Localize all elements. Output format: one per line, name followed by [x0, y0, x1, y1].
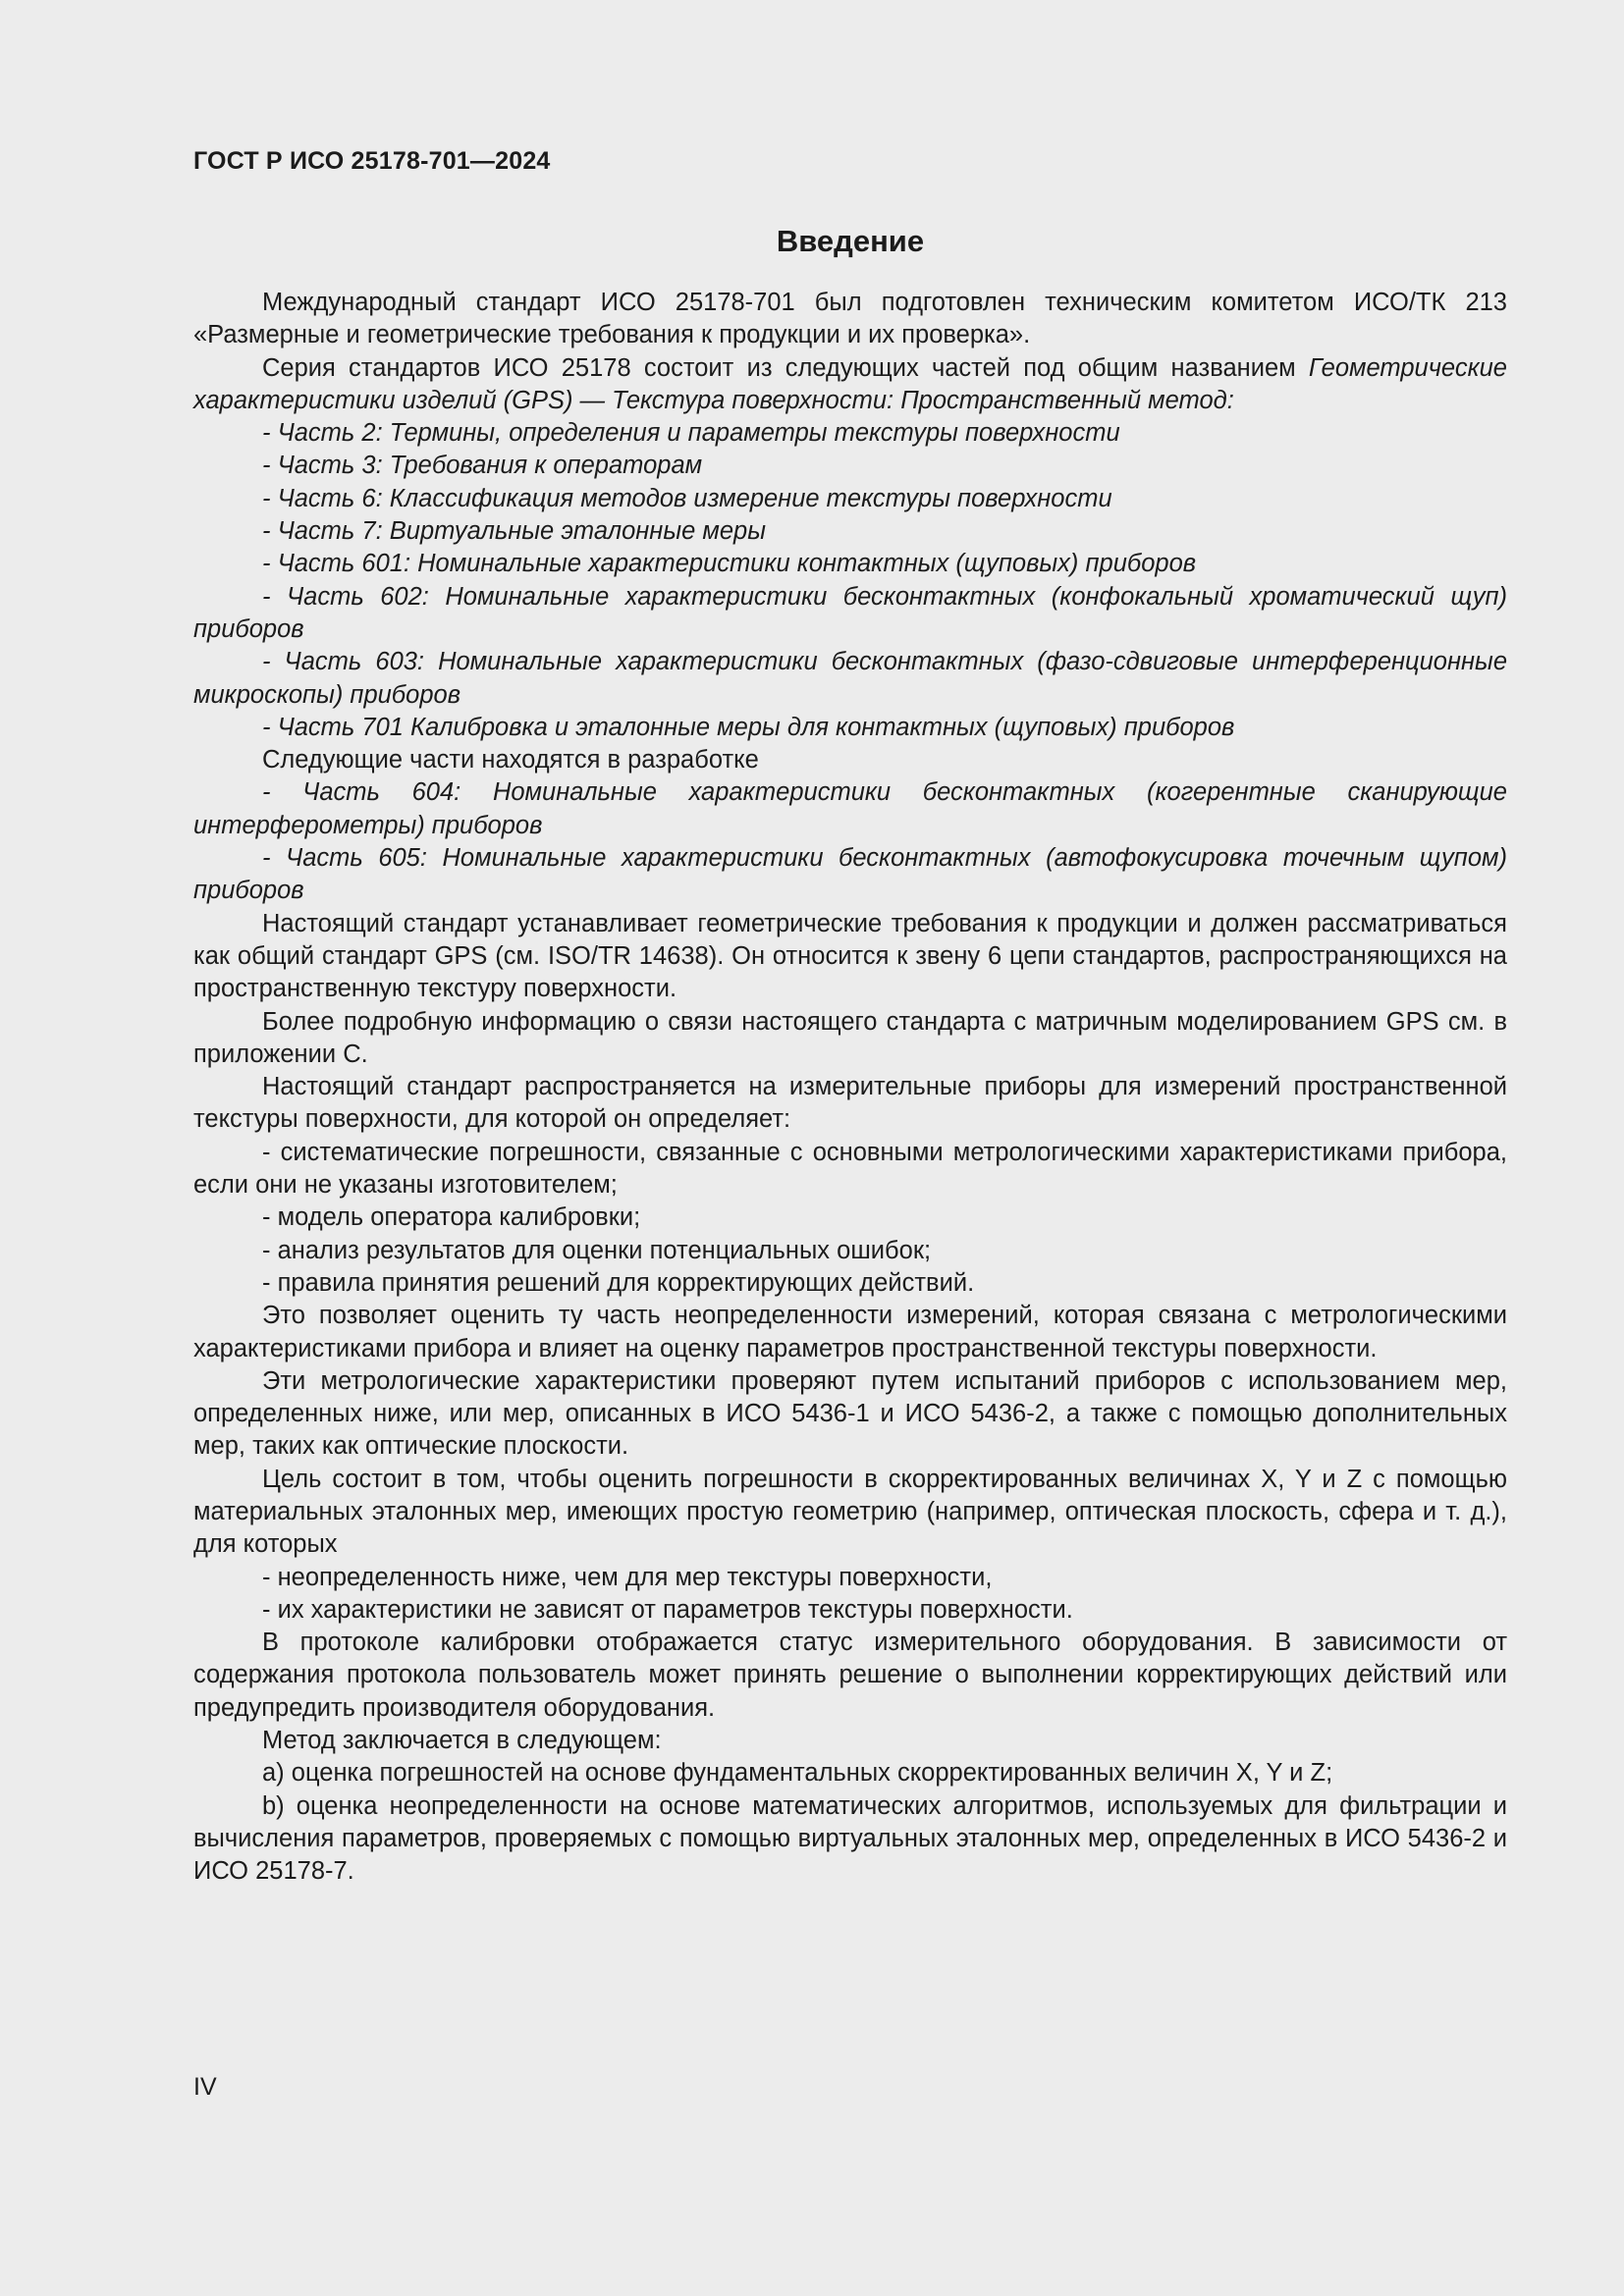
list-item: - Часть 603: Номинальные характеристики бесконтактных (фазо-сдвиговые интерференционные микроскопы) приборов [193, 648, 1507, 709]
list-item: - Часть 2: Термины, определения и параметры текстуры поверхности [262, 419, 1120, 448]
paragraph: Эти метрологические характеристики проверяют путем испытаний приборов с использованием мер, определенных ниже, или мер, описанных в ИСО 5436-1 и ИСО 5436-2, а также с помощью дополнительных мер, таких как оптические плоскости. [193, 1366, 1507, 1461]
list-item: - Часть 602: Номинальные характеристики бесконтактных (конфокальный хроматический щуп) приборов [193, 582, 1507, 643]
list-item: a) оценка погрешностей на основе фундаментальных скорректированных величин X, Y и Z; [262, 1759, 1333, 1788]
paragraph: Цель состоит в том, чтобы оценить погрешности в скорректированных величинах X, Y и Z с помощью материальных эталонных мер, имеющих простую геометрию (например, оптическая плоскость, сфера и т. д.), для которых [193, 1465, 1507, 1559]
list-item: - анализ результатов для оценки потенциальных ошибок; [262, 1236, 932, 1264]
list-item: - Часть 601: Номинальные характеристики контактных (щуповых) приборов [262, 550, 1197, 578]
paragraph: В протоколе калибровки отображается статус измерительного оборудования. В зависимости от содержания протокола пользователь может принять решение о выполнении корректирующих действий или предупредить производителя оборудования. [193, 1629, 1507, 1722]
series-title: Геометрические характеристики изделий (GPS) — Текстура поверхности: Пространственный метод: [193, 353, 1507, 414]
paragraph: Более подробную информацию о связи настоящего стандарта с матричным моделированием GPS см. в приложении С. [193, 1007, 1507, 1068]
paragraph-text: Серия стандартов ИСО 25178 состоит из следующих частей под общим названием [262, 353, 1296, 382]
page-number: IV [193, 2073, 217, 2101]
list-item: - Часть 604: Номинальные характеристики бесконтактных (когерентные сканирующие интерферометры) приборов [193, 778, 1507, 839]
list-item: - Часть 6: Классификация методов измерение текстуры поверхности [262, 484, 1112, 512]
list-item: - Часть 701 Калибровка и эталонные меры для контактных (щуповых) приборов [262, 713, 1235, 741]
document-code-header: ГОСТ Р ИСО 25178-701—2024 [193, 147, 551, 175]
body-text [193, 287, 1507, 1889]
list-item: - правила принятия решений для корректирующих действий. [262, 1268, 975, 1297]
list-item: - Часть 3: Требования к операторам [262, 452, 703, 480]
section-title: Введение [776, 224, 925, 258]
paragraph: Следующие части находятся в разработке [262, 746, 759, 774]
list-item: - Часть 605: Номинальные характеристики бесконтактных (автофокусировка точечным щупом) приборов [193, 844, 1507, 905]
list-item: b) оценка неопределенности на основе математических алгоритмов, используемых для фильтрации и вычисления параметров, проверяемых с помощью виртуальных эталонных мер, определенных в ИСО 5436-2 и ИСО 25178-7. [193, 1791, 1507, 1886]
paragraph: Метод заключается в следующем: [262, 1727, 662, 1755]
list-item: - неопределенность ниже, чем для мер текстуры поверхности, [262, 1563, 993, 1591]
list-item: - систематические погрешности, связанные с основными метрологическими характеристиками прибора, если они не указаны изготовителем; [193, 1138, 1507, 1200]
paragraph: Международный стандарт ИСО 25178-701 был подготовлен техническим комитетом ИСО/ТК 213 «Размерные и геометрические требования к продукции и их проверка». [193, 289, 1507, 349]
paragraph: Настоящий стандарт устанавливает геометрические требования к продукции и должен рассматриваться как общий стандарт GPS (см. ISO/TR 14638). Он относится к звену 6 цепи стандартов, распространяющихся на пространственную текстуру поверхности. [193, 909, 1507, 1003]
paragraph: Это позволяет оценить ту часть неопределенности измерений, которая связана с метрологическими характеристиками прибора и влияет на оценку параметров пространственной текстуры поверхности. [193, 1302, 1507, 1362]
list-item: - их характеристики не зависят от параметров текстуры поверхности. [262, 1595, 1073, 1624]
paragraph: Настоящий стандарт распространяется на измерительные приборы для измерений пространственной текстуры поверхности, для которой он определяет: [193, 1073, 1507, 1134]
paragraph [193, 352, 1507, 418]
list-item: - модель оператора калибровки; [262, 1203, 641, 1232]
list-item: - Часть 7: Виртуальные эталонные меры [262, 517, 766, 546]
